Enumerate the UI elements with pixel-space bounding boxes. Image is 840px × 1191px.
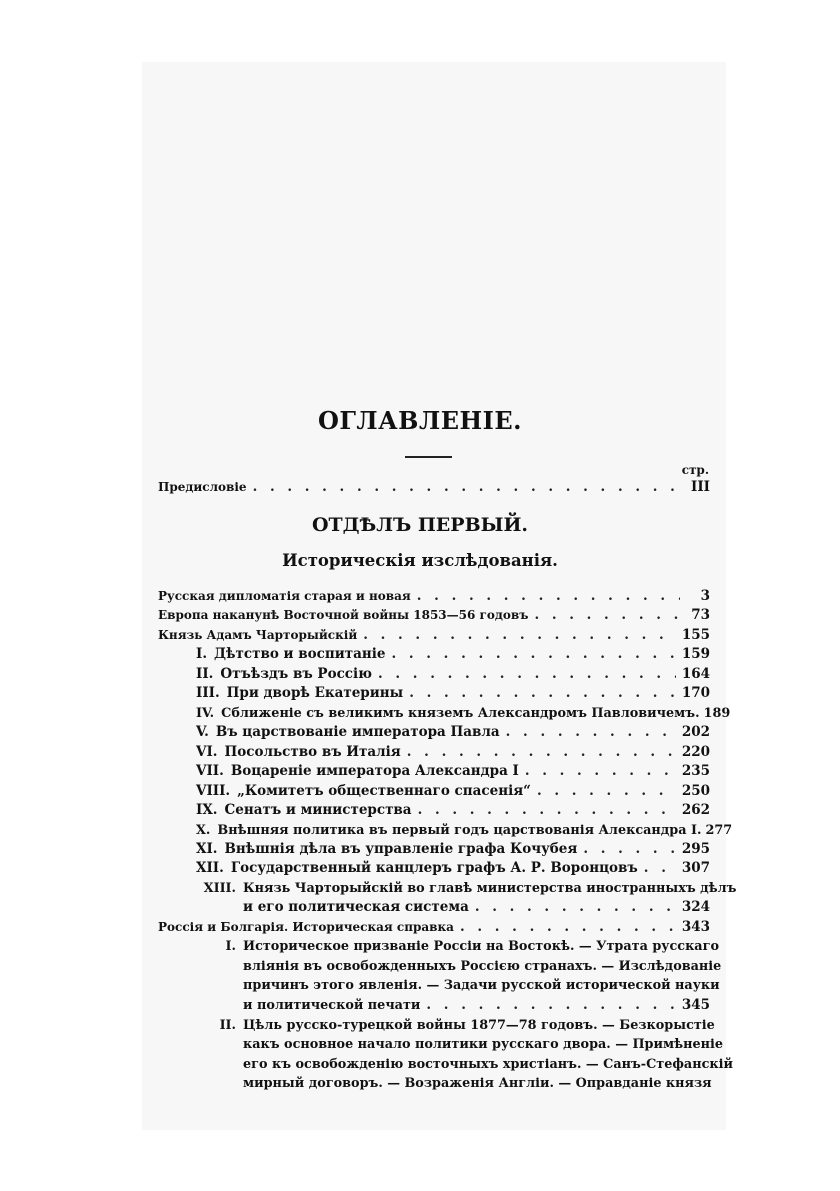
- toc-chapter[interactable]: [196, 821, 733, 841]
- chapter-number: X.: [196, 823, 211, 838]
- chapter-page: 189: [703, 706, 731, 721]
- leader-dots: [534, 606, 680, 626]
- toc-entry[interactable]: [158, 606, 710, 626]
- toc-entry[interactable]: [158, 626, 710, 646]
- chapter-label: Посольство въ Италія: [224, 744, 401, 760]
- chapter-page: 307: [681, 860, 710, 876]
- chapter-label: и его политическая система: [243, 899, 469, 915]
- chapter-number: VI.: [196, 744, 218, 760]
- page-column-label: стр.: [681, 463, 709, 477]
- chapter-page: 164: [681, 666, 710, 682]
- toc-chapter[interactable]: [196, 801, 710, 821]
- toc-chapter-line[interactable]: [196, 937, 719, 957]
- leader-dots: [418, 801, 676, 821]
- toc-entry-label: Князь Адамъ Чарторыйскій: [158, 628, 358, 642]
- chapter-page: 324: [681, 899, 710, 915]
- part-subtitle: Историческія изслѣдованія.: [282, 551, 558, 570]
- leader-dots: [506, 723, 676, 743]
- chapter-text: Цѣль русско-турецкой войны 1877—78 годовъ. — Безкорыстіе: [243, 1018, 715, 1033]
- leader-dots: [583, 840, 675, 860]
- chapter-number: IX.: [196, 802, 218, 818]
- toc-entry[interactable]: [158, 918, 710, 938]
- chapter-number: XII.: [196, 860, 224, 876]
- chapter-number: XI.: [196, 841, 218, 857]
- chapter-label: Внѣшнія дѣла въ управленіе графа Кочубея: [224, 841, 578, 857]
- chapter-page: 170: [681, 685, 710, 701]
- leader-dots: [475, 898, 676, 918]
- toc-chapter[interactable]: [196, 762, 710, 782]
- toc-entry[interactable]: [158, 587, 710, 607]
- toc-entry-label: Предисловіе: [158, 480, 247, 494]
- chapter-label: „Комитетъ общественнаго спасенія“: [237, 783, 531, 799]
- toc-chapter-line[interactable]: [196, 879, 736, 899]
- chapter-page: 250: [681, 783, 710, 799]
- toc-chapter[interactable]: [196, 723, 710, 743]
- chapter-page: 202: [681, 724, 710, 740]
- chapter-page: 235: [681, 763, 710, 779]
- chapter-number: VII.: [196, 763, 224, 779]
- leader-dots: [525, 762, 676, 782]
- chapter-number: I.: [196, 646, 208, 662]
- chapter-text: Историческое призваніе Россіи на Востокѣ. — Утрата русскаго: [243, 939, 719, 954]
- chapter-number: II.: [196, 666, 214, 682]
- chapter-number: I.: [225, 939, 236, 954]
- toc-chapter[interactable]: [196, 859, 710, 879]
- chapter-text: вліянія въ освобожденныхъ Россією странахъ. — Изслѣдованіе: [243, 959, 722, 974]
- page-title: ОГЛАВЛЕНІЕ.: [317, 406, 523, 435]
- chapter-page: 277: [705, 823, 733, 838]
- toc-chapter[interactable]: [196, 645, 710, 665]
- chapter-label: При дворѣ Екатерины: [226, 685, 404, 701]
- chapter-text: его къ освобожденію восточныхъ христіанъ. — Санъ-Стефанскій: [243, 1057, 733, 1072]
- leader-dots: [407, 743, 676, 763]
- leader-dots: [426, 996, 675, 1016]
- leader-dots: [460, 918, 676, 938]
- title-rule: [405, 456, 452, 458]
- chapter-label: Государственный канцлеръ графъ А. Р. Воронцовъ: [230, 860, 638, 876]
- toc-entry-page: 155: [681, 627, 710, 643]
- leader-dots: [537, 782, 676, 802]
- toc-entry-preface[interactable]: [158, 478, 710, 498]
- toc-chapter[interactable]: [196, 743, 710, 763]
- chapter-text: и политической печати: [243, 998, 421, 1013]
- leader-dots: [378, 665, 676, 685]
- chapter-text: причинъ этого явленія. — Задачи русской исторической науки: [243, 978, 720, 993]
- chapter-page: 262: [681, 802, 710, 818]
- toc-entry-page: III: [691, 479, 710, 495]
- chapter-number: XIII.: [203, 881, 236, 896]
- toc-entry-label: Россія и Болгарія. Историческая справка: [158, 920, 454, 934]
- leader-dots: [253, 478, 680, 498]
- chapter-page: 345: [681, 997, 710, 1013]
- leader-dots: [409, 684, 676, 704]
- toc-chapter[interactable]: [196, 704, 731, 724]
- toc-entry-label: Европа наканунѣ Восточной войны 1853—56 годовъ: [158, 608, 529, 622]
- chapter-label: Въ царствованіе императора Павла: [215, 724, 500, 740]
- chapter-label: Воцареніе императора Александра I: [230, 763, 519, 779]
- toc-chapter[interactable]: [243, 898, 710, 918]
- part-title: ОТДѢЛЪ ПЕРВЫЙ.: [311, 514, 529, 536]
- chapter-number: III.: [196, 685, 220, 701]
- toc-chapter-line[interactable]: [196, 1016, 715, 1036]
- leader-dots: [417, 587, 680, 607]
- chapter-text: какъ основное начало политики русскаго двора. — Примѣненіе: [243, 1037, 723, 1052]
- toc-chapter[interactable]: [196, 684, 710, 704]
- chapter-page: 159: [681, 646, 710, 662]
- chapter-number: IV.: [196, 706, 215, 721]
- toc-entry-page: 3: [700, 588, 710, 604]
- chapter-page: 295: [681, 841, 710, 857]
- chapter-label: Сенатъ и министерства: [224, 802, 412, 818]
- toc-chapter[interactable]: [196, 782, 710, 802]
- chapter-text: мирный договоръ. — Возраженія Англіи. — Оправданіе князя: [243, 1076, 712, 1091]
- leader-dots: [391, 645, 675, 665]
- chapter-label: Князь Чарторыйскій во главѣ министерства иностранныхъ дѣлъ: [243, 881, 737, 896]
- chapter-label: Дѣтство и воспитаніе: [214, 646, 386, 662]
- chapter-label: Отъѣздъ въ Россію: [220, 666, 372, 682]
- toc-entry-page: 343: [681, 919, 710, 935]
- chapter-label: Внѣшняя политика въ первый годъ царствованія Александра I.: [217, 823, 702, 838]
- leader-dots: [363, 626, 676, 646]
- toc-chapter[interactable]: [196, 665, 710, 685]
- leader-dots: [644, 859, 676, 879]
- toc-chapter[interactable]: [243, 996, 710, 1016]
- chapter-number: V.: [196, 724, 209, 740]
- chapter-number: II.: [219, 1018, 236, 1033]
- chapter-label: Сближеніе съ великимъ княземъ Александромъ Павловичемъ.: [221, 706, 700, 721]
- toc-chapter[interactable]: [196, 840, 710, 860]
- toc-entry-page: 73: [691, 607, 710, 623]
- chapter-page: 220: [681, 744, 710, 760]
- toc-entry-label: Русская дипломатія старая и новая: [158, 589, 411, 603]
- chapter-number: VIII.: [196, 783, 231, 799]
